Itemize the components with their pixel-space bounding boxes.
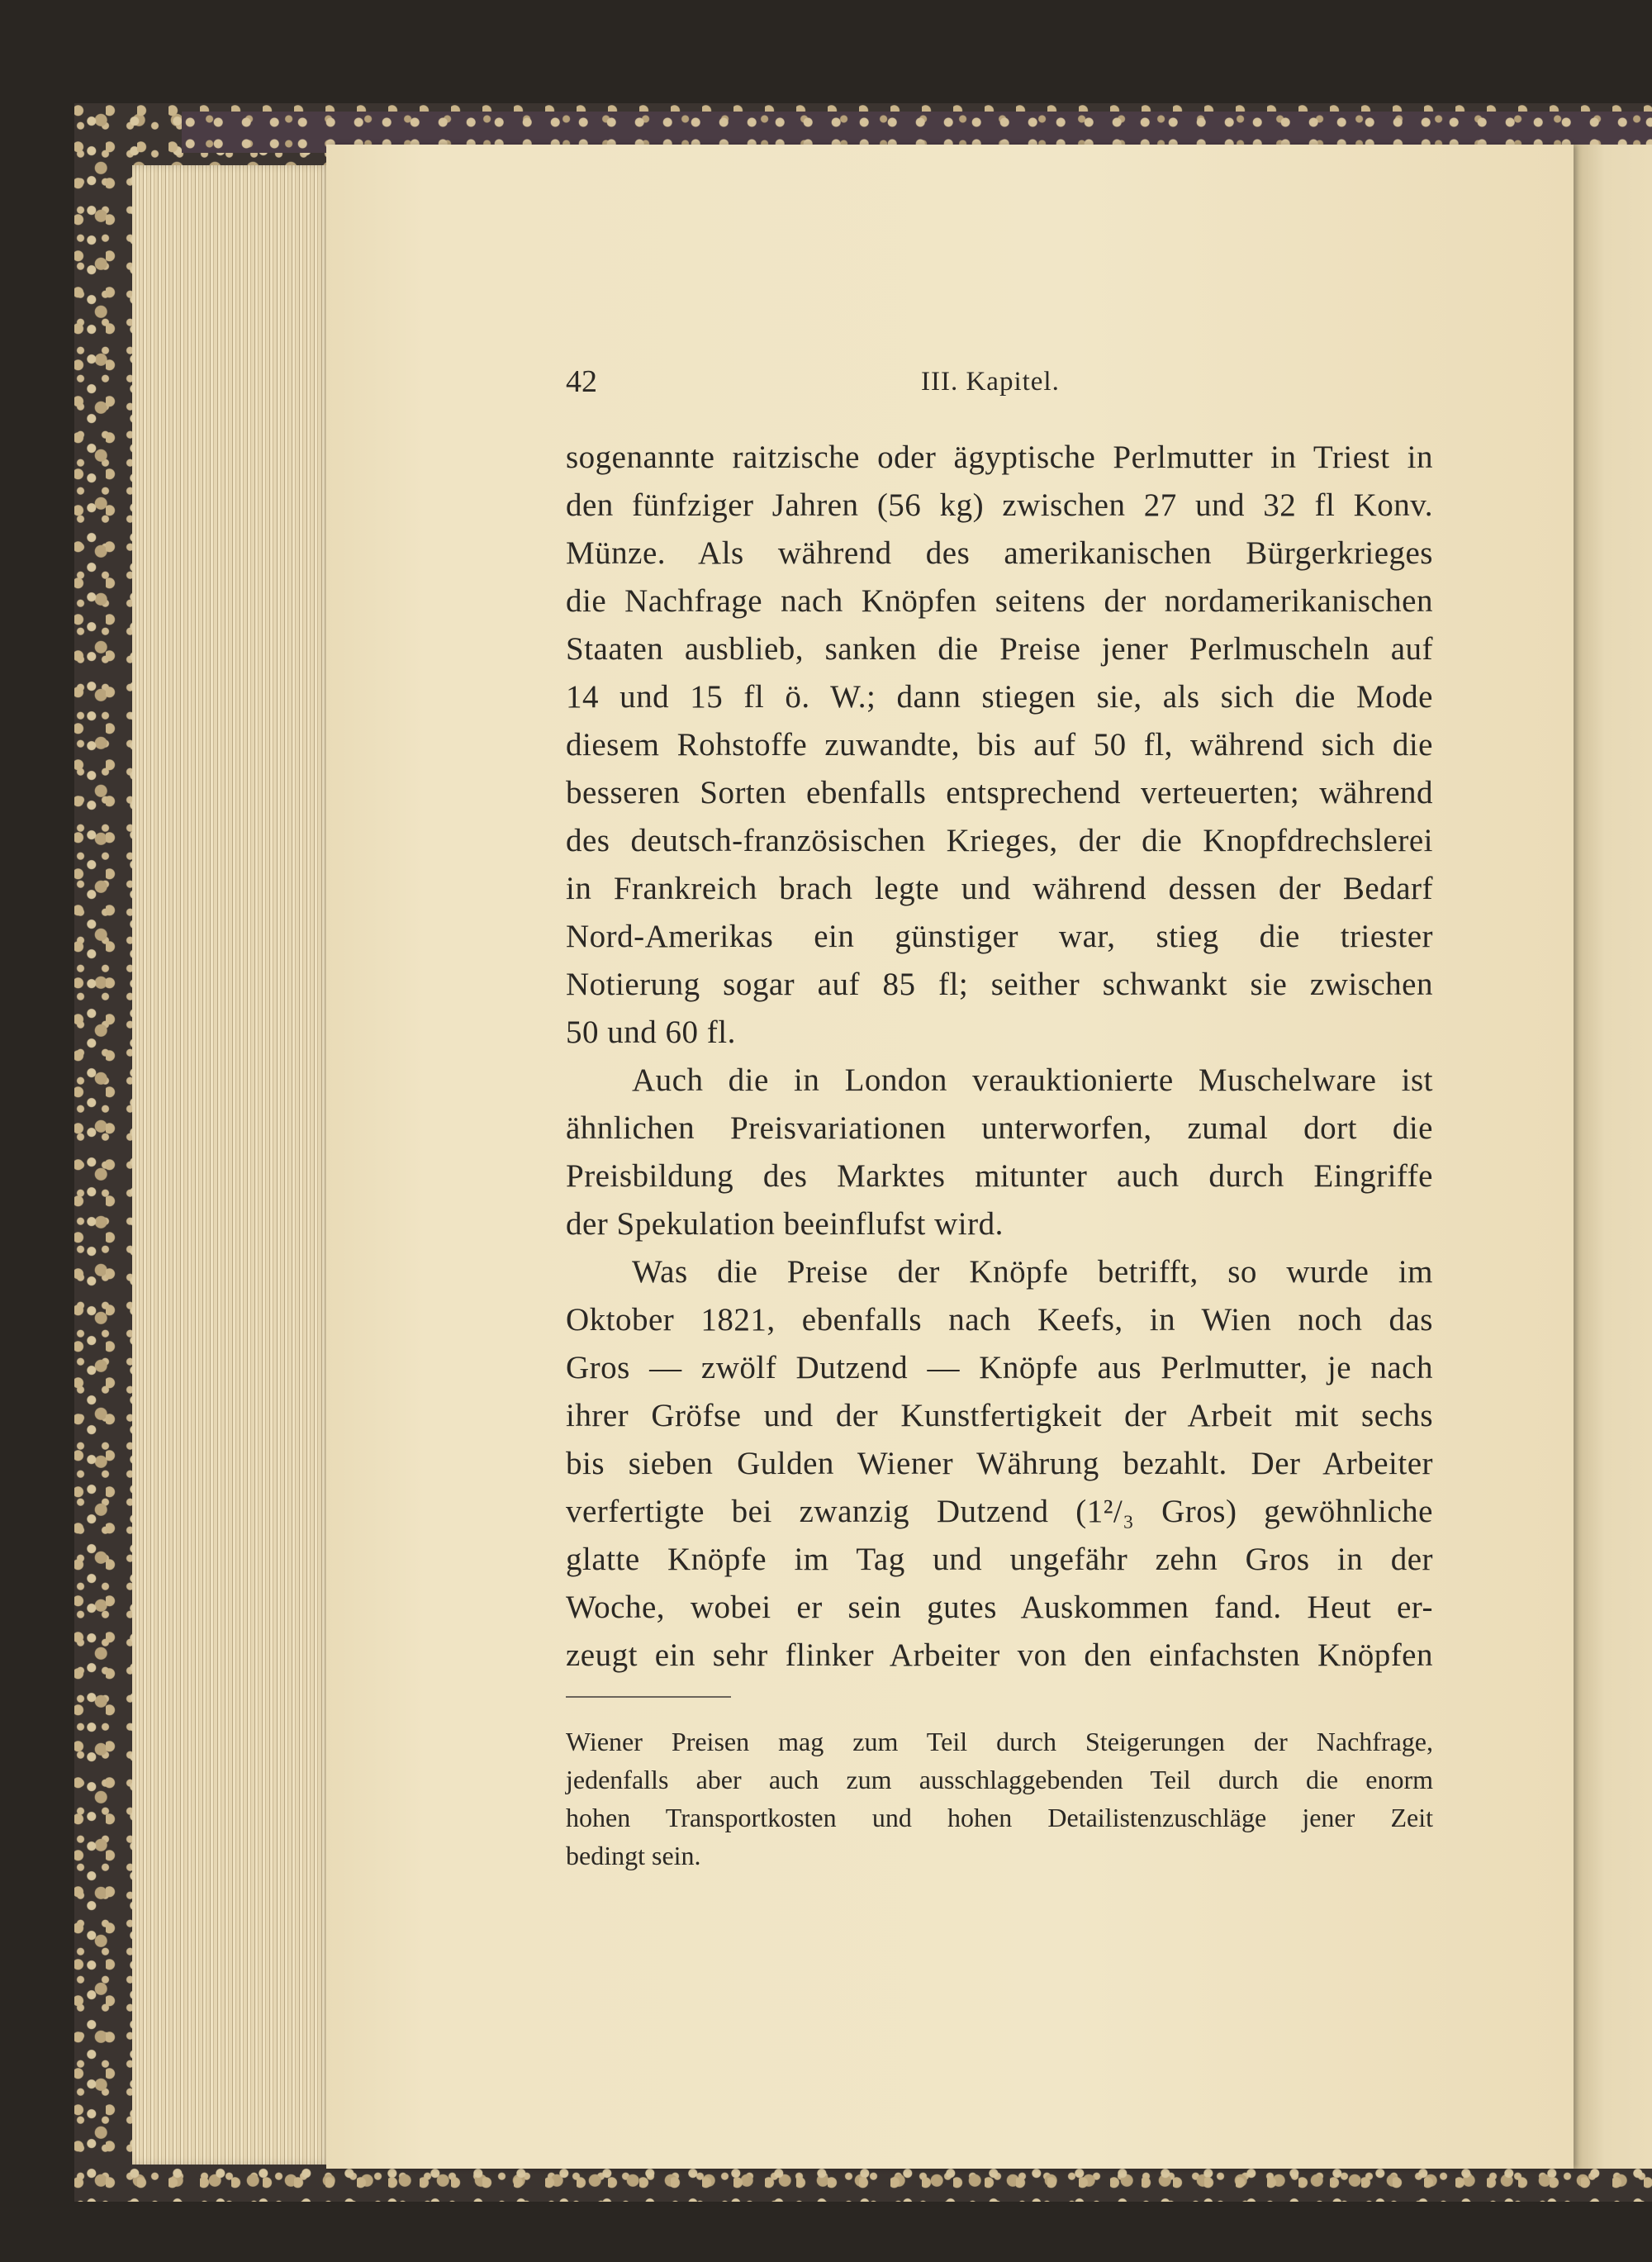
text-line: Nord-Amerikas ein günstiger war, stieg die triester: [566, 919, 1433, 954]
page-edges: [132, 165, 330, 2165]
text-line: der Spekulation beeinflufst wird.: [566, 1206, 1004, 1242]
paragraph-3: [566, 1248, 1433, 1680]
text-line: den fünfziger Jahren (56 kg) zwischen 27 und 32 fl Konv.: [566, 487, 1433, 523]
text-line: Was die Preise der Knöpfe betrifft, so wurde im: [632, 1254, 1433, 1290]
text-line: Auch die in London verauktionierte Muschelware ist: [632, 1062, 1433, 1098]
page-number: 42: [566, 364, 597, 399]
footnote-line: hohen Transportkosten und hohen Detailistenzuschläge jener Zeit: [566, 1803, 1433, 1832]
text-line: Staaten ausblieb, sanken die Preise jener Perlmuscheln auf: [566, 631, 1433, 667]
text-line: 50 und 60 fl.: [566, 1015, 736, 1050]
text-line: ihrer Gröfse und der Kunstfertigkeit der Arbeit mit sechs: [566, 1398, 1433, 1433]
text-line: die Nachfrage nach Knöpfen seitens der nordamerikanischen: [566, 583, 1433, 619]
facing-page-edge: [1574, 145, 1652, 2169]
footnote-line: bedingt sein.: [566, 1841, 701, 1870]
text-line: zeugt ein sehr flinker Arbeiter von den einfachsten Knöpfen: [566, 1637, 1433, 1673]
text-line: Woche, wobei er sein gutes Auskommen fand. Heut er-: [566, 1590, 1433, 1625]
footnote-line: Wiener Preisen mag zum Teil durch Steigerungen der Nachfrage,: [566, 1727, 1433, 1756]
text-line: Notierung sogar auf 85 fl; seither schwankt sie zwischen: [566, 967, 1433, 1002]
text-line: Oktober 1821, ebenfalls nach Keefs, in Wien noch das: [566, 1302, 1433, 1338]
footnote-divider: [566, 1696, 731, 1698]
body-text: [566, 434, 1433, 1680]
text-line: Gros — zwölf Dutzend — Knöpfe aus Perlmutter, je nach: [566, 1350, 1433, 1385]
text-line: bis sieben Gulden Wiener Währung bezahlt. Der Arbeiter: [566, 1446, 1433, 1481]
text-line: diesem Rohstoffe zuwandte, bis auf 50 fl, während sich die: [566, 727, 1433, 763]
paragraph-2: [566, 1057, 1433, 1248]
chapter-title: III. Kapitel.: [921, 367, 1060, 397]
text-line: sogenannte raitzische oder ägyptische Perlmutter in Triest in: [566, 440, 1433, 475]
text-line: in Frankreich brach legte und während dessen der Bedarf: [566, 871, 1433, 906]
text-line: ähnlichen Preisvariationen unterworfen, zumal dort die: [566, 1110, 1433, 1146]
text-line: Münze. Als während des amerikanischen Bürgerkrieges: [566, 535, 1433, 571]
text-line: Preisbildung des Marktes mitunter auch durch Eingriffe: [566, 1158, 1433, 1194]
text-line: des deutsch-französischen Krieges, der die Knopfdrechslerei: [566, 823, 1433, 858]
paragraph-1: [566, 434, 1433, 1057]
footnote-line: jedenfalls aber auch zum ausschlaggebenden Teil durch die enorm: [566, 1765, 1433, 1794]
running-head: [566, 364, 1433, 405]
text-line: 14 und 15 fl ö. W.; dann stiegen sie, als sich die Mode: [566, 679, 1433, 715]
footnote: [566, 1723, 1433, 1875]
text-line: besseren Sorten ebenfalls entsprechend verteuerten; während: [566, 775, 1433, 810]
text-line: glatte Knöpfe im Tag und ungefähr zehn Gros in der: [566, 1542, 1433, 1577]
text-line: verfertigte bei zwanzig Dutzend (1²/₃ Gros) gewöhnliche: [566, 1494, 1433, 1529]
